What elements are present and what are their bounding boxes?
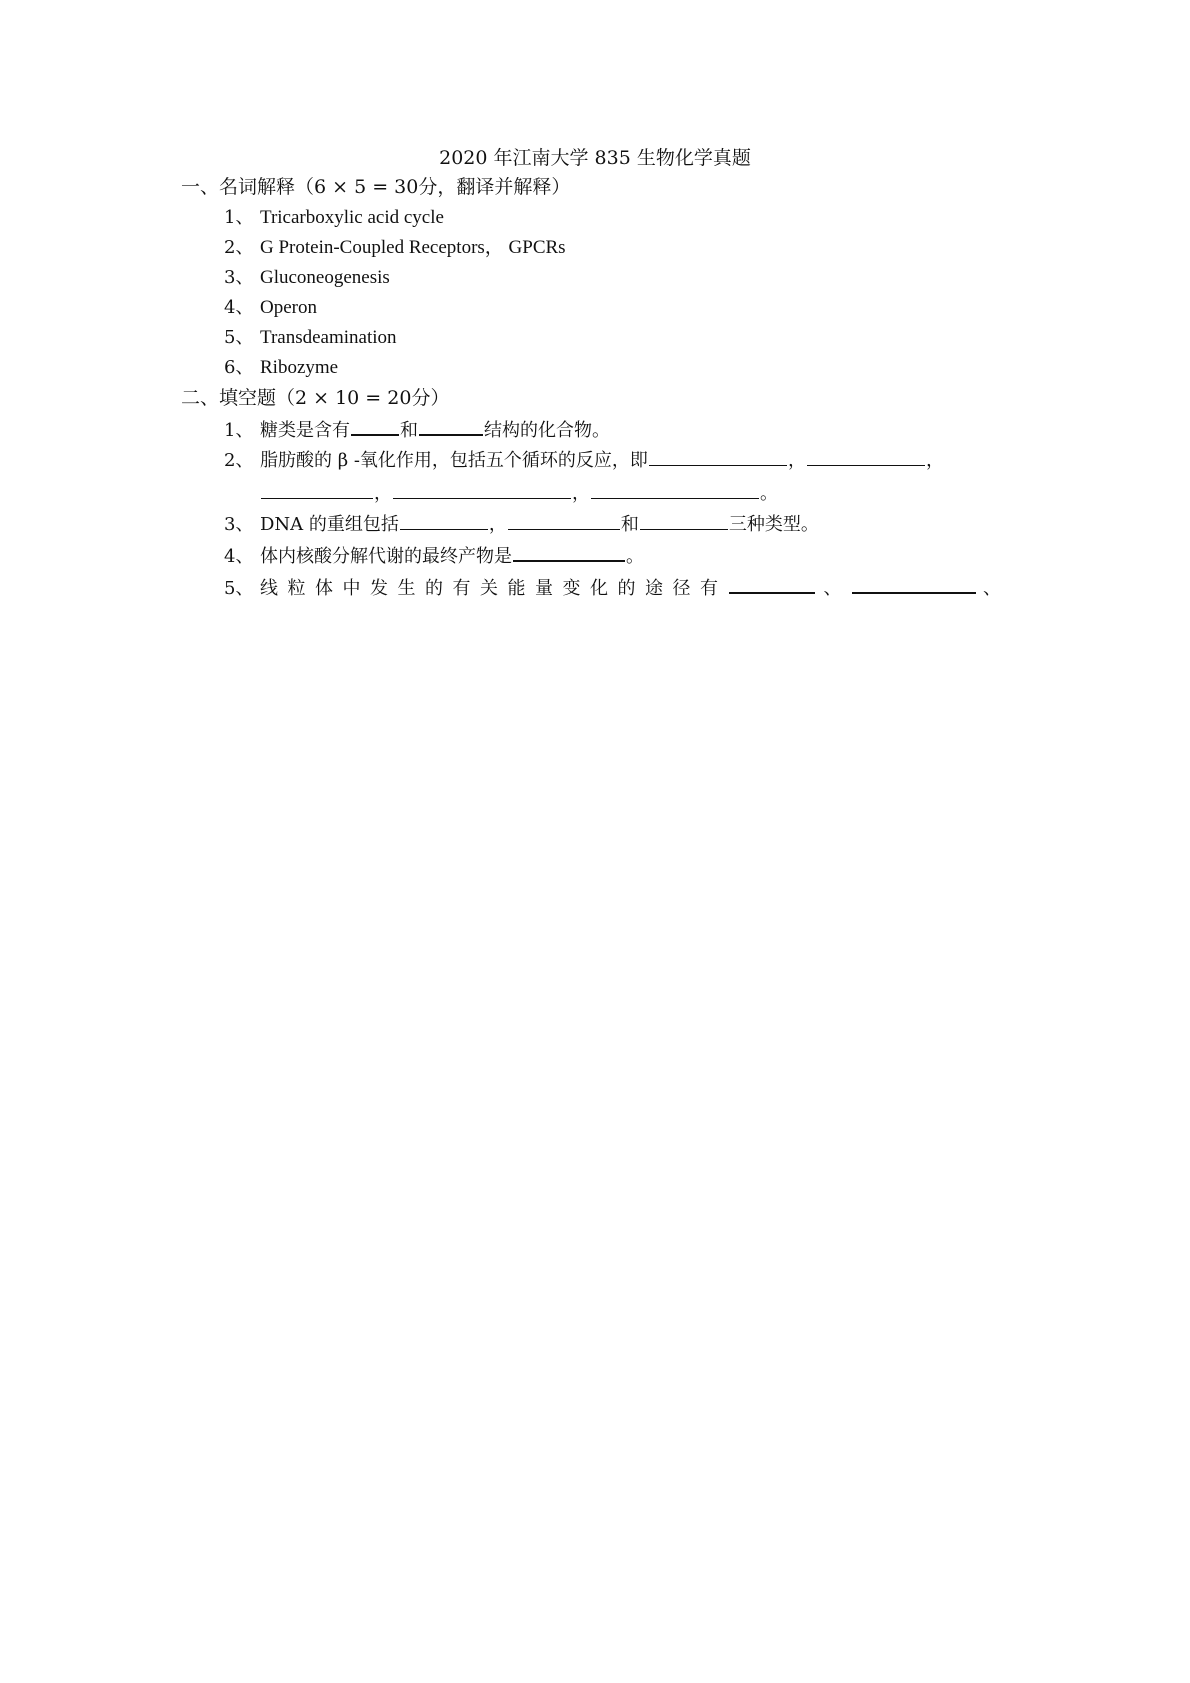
question-text: 和 — [400, 420, 418, 441]
item-number: 6、 — [224, 357, 254, 378]
fill-question-4 — [224, 542, 644, 569]
question-text: 糖类是含有 — [260, 420, 350, 441]
item-number: 2、 — [224, 237, 254, 258]
answer-blank — [393, 480, 571, 499]
term-text: Gluconeogenesis — [260, 267, 390, 288]
answer-blank — [640, 511, 728, 530]
answer-blank — [513, 542, 625, 562]
fill-question-5 — [224, 574, 1001, 601]
question-text: DNA 的重组包括 — [260, 514, 399, 535]
answer-blank — [649, 447, 787, 466]
separator: ， — [572, 483, 590, 504]
section-1-heading: 一、名词解释（6 × 5 = 30分，翻译并解释） — [181, 176, 571, 198]
item-number: 2、 — [224, 450, 254, 471]
item-number: 4、 — [224, 546, 254, 567]
term-item-1 — [224, 206, 444, 230]
separator: ， — [488, 514, 507, 535]
separator: ， — [925, 450, 944, 471]
term-text: Transdeamination — [260, 327, 397, 348]
term-item-6 — [224, 356, 338, 380]
separator: ， — [787, 450, 806, 471]
answer-blank — [807, 447, 925, 466]
item-number: 5、 — [224, 327, 254, 348]
separator: ， — [374, 483, 392, 504]
item-number: 3、 — [224, 514, 254, 535]
separator: 、 — [823, 578, 851, 599]
answer-blank — [852, 574, 976, 594]
answer-blank — [591, 480, 759, 499]
term-text: Tricarboxylic acid cycle — [260, 207, 444, 228]
answer-blank — [261, 480, 373, 499]
term-item-2 — [224, 236, 566, 260]
question-text: 结构的化合物。 — [484, 420, 610, 441]
term-text: G Protein-Coupled Receptors， GPCRs — [260, 237, 566, 258]
separator: 、 — [983, 578, 1001, 599]
answer-blank — [508, 511, 620, 530]
fill-question-3 — [224, 511, 819, 537]
fill-question-1 — [224, 416, 610, 443]
term-text: Ribozyme — [260, 357, 339, 378]
question-text: 和 — [620, 514, 639, 535]
term-item-3 — [224, 266, 390, 290]
term-text: Operon — [260, 297, 317, 318]
item-number: 5、 — [224, 578, 254, 599]
question-text: 三种类型。 — [728, 514, 819, 535]
answer-blank — [351, 416, 399, 436]
fill-question-2-continued — [260, 480, 778, 506]
answer-blank — [729, 574, 815, 594]
fill-question-2 — [224, 447, 944, 473]
answer-blank — [419, 416, 483, 436]
end-mark: 。 — [626, 546, 644, 567]
end-mark: 。 — [760, 483, 778, 504]
section-2-heading: 二、填空题（2 × 10 = 20分） — [181, 387, 450, 409]
term-item-4 — [224, 296, 317, 320]
question-text: 脂肪酸的 β -氧化作用，包括五个循环的反应，即 — [260, 450, 648, 471]
item-number: 4、 — [224, 297, 254, 318]
item-number: 3、 — [224, 267, 254, 288]
page-title: 2020 年江南大学 835 生物化学真题 — [439, 147, 751, 169]
question-text: 线粒体中发生的有关能量变化的途径有 — [260, 578, 728, 599]
question-text: 体内核酸分解代谢的最终产物是 — [260, 546, 512, 567]
answer-blank — [400, 511, 488, 530]
item-number: 1、 — [224, 207, 254, 228]
term-item-5 — [224, 326, 397, 350]
item-number: 1、 — [224, 420, 254, 441]
